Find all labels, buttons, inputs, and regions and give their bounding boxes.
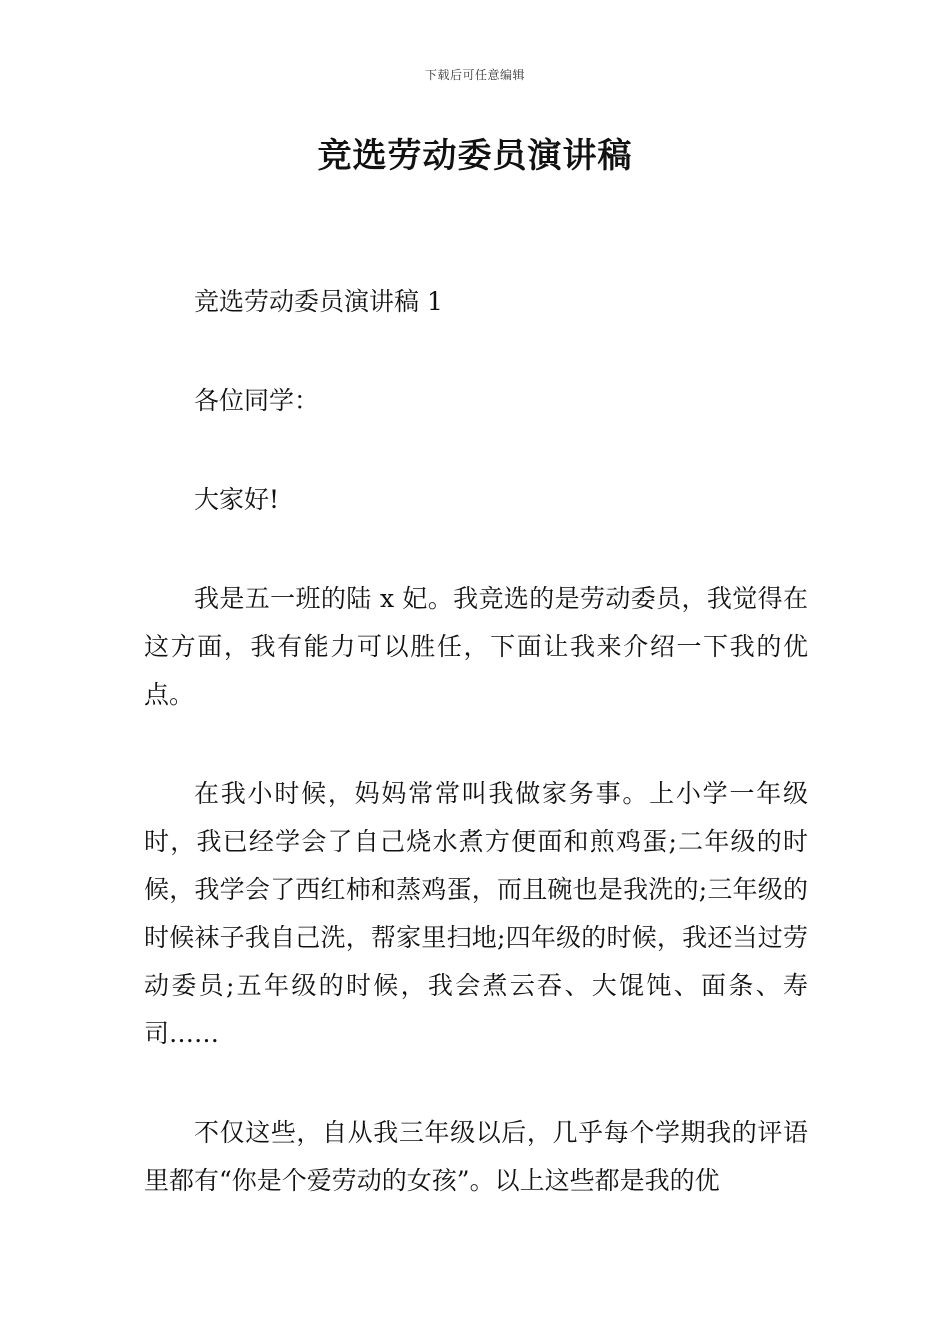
header-note: 下载后可任意编辑 (424, 68, 525, 82)
document-body (144, 278, 808, 1256)
paragraph-chores: 在我小时候，妈妈常常叫我做家务事。上小学一年级时，我已经学会了自己烧水煮方便面和煎鸡蛋;二年级的时候，我学会了西红柿和蒸鸡蛋，而且碗也是我洗的;三年级的时候袜子我自己洗，帮家里扫地;四年级的时候，我还当过劳动委员;五年级的时候，我会煮云吞、大馄饨、面条、寿司…… (144, 779, 808, 1048)
greeting: 大家好! (194, 485, 280, 514)
paragraph-evaluation: 不仅这些，自从我三年级以后，几乎每个学期我的评语里都有“你是个爱劳动的女孩”。以上这些都是我的优 (144, 1118, 808, 1195)
document-title: 竞选劳动委员演讲稿 (317, 136, 633, 176)
section-heading: 竞选劳动委员演讲稿 1 (194, 287, 443, 316)
salutation: 各位同学： (194, 386, 320, 415)
paragraph-introduction: 我是五一班的陆 x 妃。我竞选的是劳动委员，我觉得在这方面，我有能力可以胜任，下面让我来介绍一下我的优点。 (144, 584, 808, 709)
